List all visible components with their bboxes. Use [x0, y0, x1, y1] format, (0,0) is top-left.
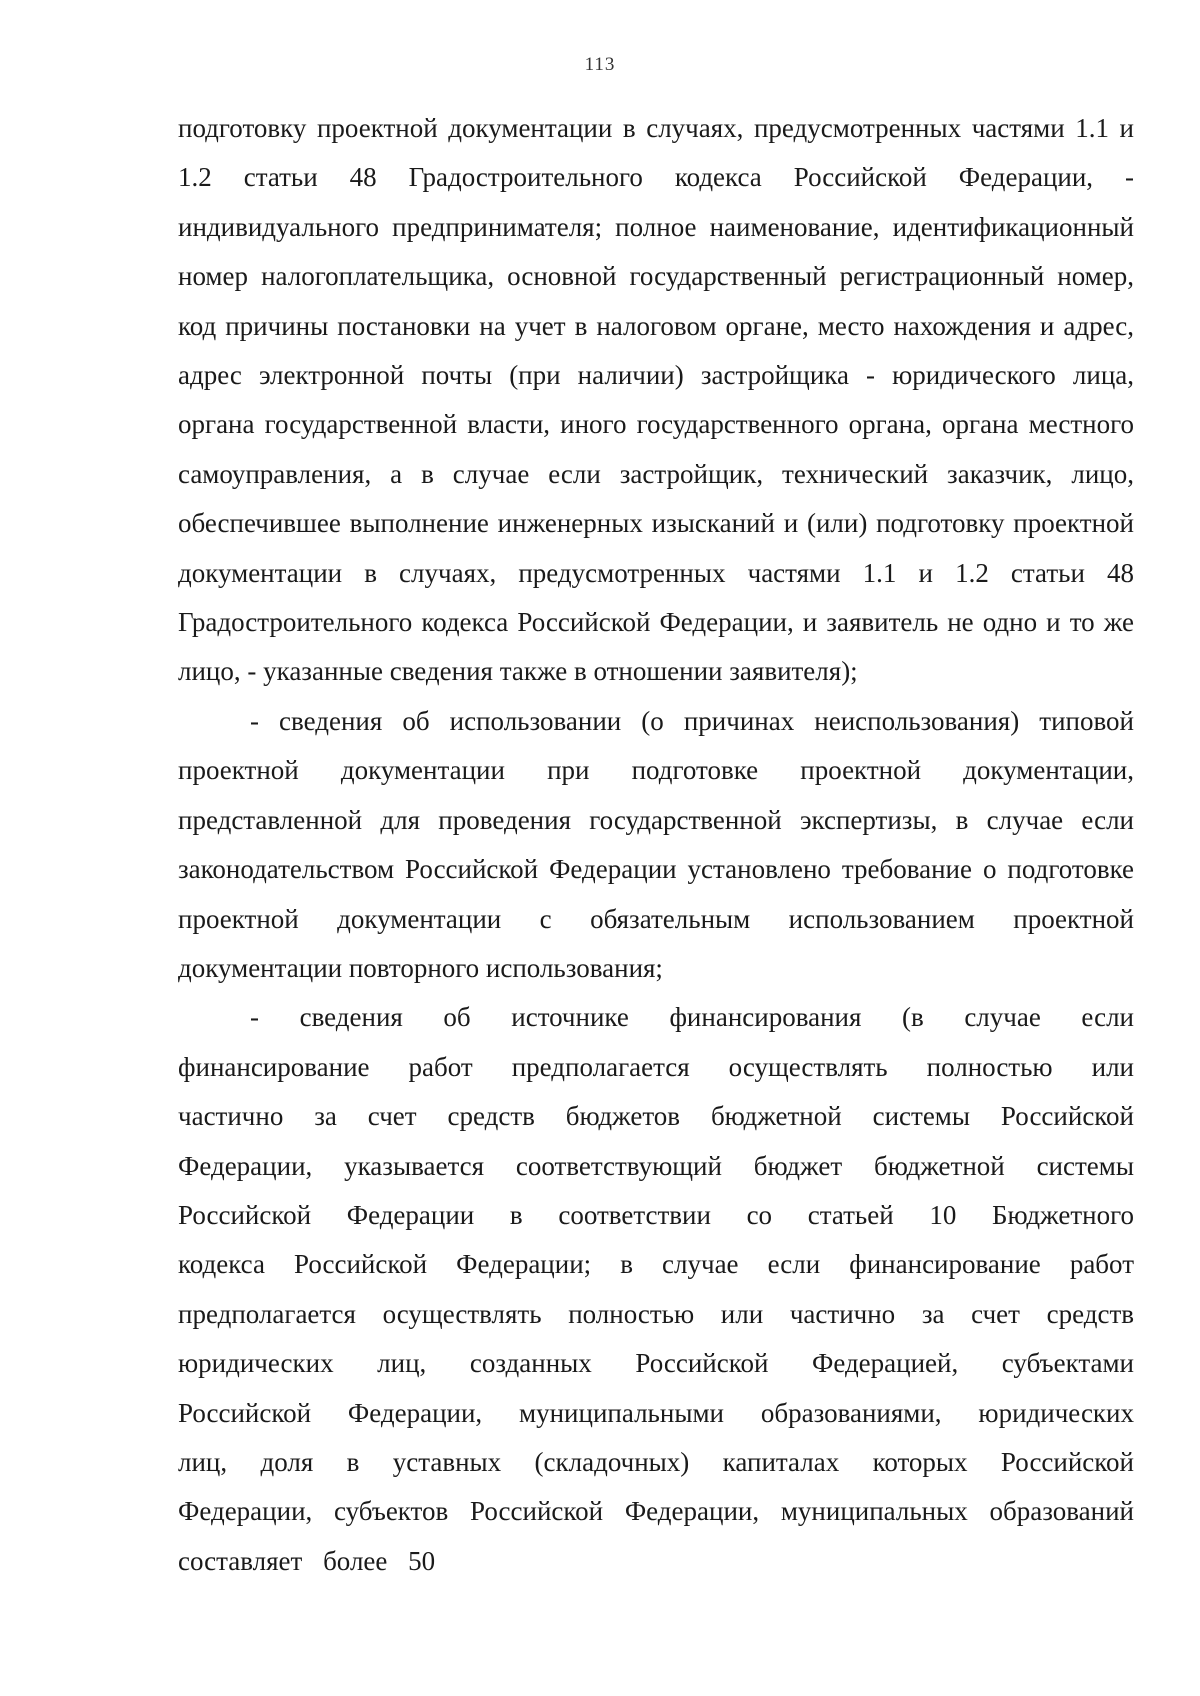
- paragraph-typical-documentation: - сведения об использовании (о причинах неиспользования) типовой проектной документации при подготовке проектной документации, представленной для проведения государственной экспертизы, в случае если законодательством Российской Федерации установлено требование о подготовке проектной документации с обязательным использованием проектной документации повторного использования;: [178, 705, 1134, 983]
- paragraph-financing-source: - сведения об источнике финансирования (в случае если финансирование работ предполагается осуществлять полностью или частично за счет средств бюджетов бюджетной системы Российской Федерации, указывается соответствующий бюджет бюджетной системы Российской Федерации в соответствии со статьей 10 Бюджетного кодекса Российской Федерации; в случае если финансирование работ предполагается осуществлять полностью или частично за счет средств юридических лиц, созданных Российской Федерацией, субъектами Российской Федерации, муниципальными образованиями, юридических лиц, доля в уставных (складочных) капиталах которых Российской Федерации, субъектов Российской Федерации, муниципальных образований составляет более 50: [178, 1002, 1134, 1576]
- page-number: 113: [584, 54, 616, 75]
- paragraph-continuation: подготовку проектной документации в случаях, предусмотренных частями 1.1 и 1.2 статьи 48 Градостроительного кодекса Российской Федерации, - индивидуального предпринимателя; полное наименование, идентификационный номер налогоплательщика, основной государственный регистрационный номер, код причины постановки на учет в налоговом органе, место нахождения и адрес, адрес электронной почты (при наличии) застройщика - юридического лица, органа государственной власти, иного государственного органа, органа местного самоуправления, а в случае если застройщик, технический заказчик, лицо, обеспечившее выполнение инженерных изысканий и (или) подготовку проектной документации в случаях, предусмотренных частями 1.1 и 1.2 статьи 48 Градостроительного кодекса Российской Федерации, и заявитель не одно и то же лицо, - указанные сведения также в отношении заявителя);: [178, 113, 1134, 687]
- document-body: [178, 104, 1134, 1586]
